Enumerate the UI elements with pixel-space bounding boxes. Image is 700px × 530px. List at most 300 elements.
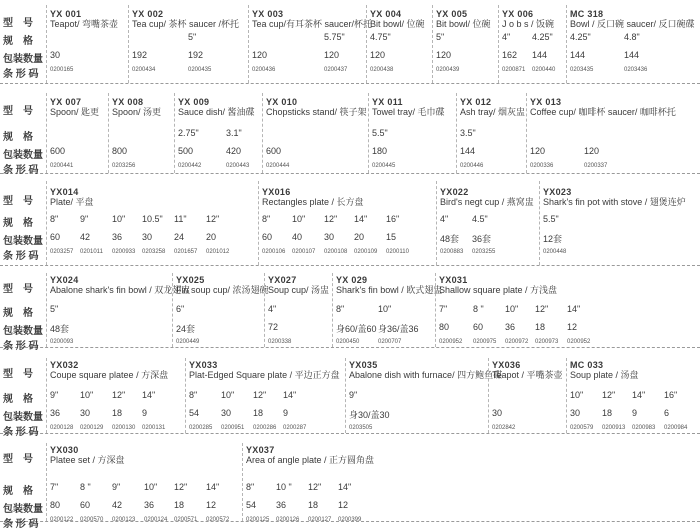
barcode-number: 0200129 [80, 425, 104, 431]
product-name: Teapot / 平嘴茶壶 [492, 370, 563, 380]
column-divider [185, 358, 186, 433]
column-divider [526, 93, 527, 173]
pack-quantity: 36套 [472, 234, 492, 244]
spec-value: 8" [246, 482, 255, 492]
pack-quantity: 12套 [543, 234, 563, 244]
pack-quantity: 30 [50, 50, 61, 60]
pack-quantity: 48套 [440, 234, 460, 244]
column-divider [264, 273, 265, 347]
barcode-number: 0200571 [174, 517, 198, 523]
product-name: J o b s / 饭碗 [502, 19, 555, 29]
spec-value: 4.8" [624, 32, 640, 42]
barcode-number: 0200127 [308, 517, 332, 523]
row-label-barcode: 条 形 码 [3, 427, 39, 438]
product-code: YX023 [543, 187, 572, 197]
column-divider [436, 181, 437, 265]
pack-quantity: 144 [460, 146, 476, 156]
product-name: Fin soup cup/ 浓汤翅碗 [176, 285, 269, 295]
row-label-pack: 包装数量 [3, 236, 43, 247]
row-label-pack: 包装数量 [3, 504, 43, 515]
barcode-number: 0200441 [50, 163, 74, 169]
spec-value: 5.5" [543, 214, 559, 224]
pack-quantity: 54 [189, 408, 200, 418]
spec-value: 10" [144, 482, 158, 492]
product-name: Abalone dish with furnace/ 四方鲍鱼碟 [349, 370, 503, 380]
barcode-number: 0200446 [460, 163, 484, 169]
column-divider [172, 273, 173, 347]
pack-quantity: 60 [262, 232, 273, 242]
spec-value: 10" [221, 390, 235, 400]
row-label-barcode: 条 形 码 [3, 69, 39, 80]
pack-quantity: 54 [246, 500, 257, 510]
spec-value: 14" [567, 304, 581, 314]
barcode-number: 0203257 [50, 249, 74, 255]
product-name: Bit bowl/ 位碗 [436, 19, 491, 29]
product-code: YX 009 [178, 97, 210, 107]
product-name: Chopsticks stand/ 筷子架 [266, 107, 367, 117]
product-name: Abalone shark's fin bowl / 双龙翅盅 [50, 285, 191, 295]
product-code: YX014 [50, 187, 79, 197]
pack-quantity: 12 [338, 500, 349, 510]
product-name: Shallow square plate / 方浅盘 [439, 285, 558, 295]
spec-value: 14" [354, 214, 368, 224]
column-divider [128, 5, 129, 83]
product-code: YX 006 [502, 9, 534, 19]
barcode-number: 0200436 [252, 67, 276, 73]
spec-value: 12" [308, 482, 322, 492]
row-label-model: 型 号 [3, 369, 33, 380]
product-code: YX030 [50, 445, 79, 455]
product-code: YX035 [349, 360, 378, 370]
column-divider [46, 443, 47, 521]
spec-value: 4" [440, 214, 449, 224]
product-name: Bowl / 反口碗 saucer/ 反口碗碟 [570, 19, 695, 29]
spec-value: 8" [262, 214, 271, 224]
column-divider [456, 93, 457, 173]
product-code: YX022 [440, 187, 469, 197]
pack-quantity: 120 [370, 50, 386, 60]
barcode-number: 0200450 [336, 339, 360, 345]
spec-value: 10.5" [142, 214, 163, 224]
row-label-spec: 规 格 [3, 394, 33, 405]
product-code: YX036 [492, 360, 521, 370]
pack-quantity: 30 [492, 408, 503, 418]
spec-value: 8" [189, 390, 198, 400]
product-name: Coupe square platee / 方深盘 [50, 370, 169, 380]
barcode-number: 0200445 [372, 163, 396, 169]
pack-quantity: 15 [386, 232, 397, 242]
spec-value: 4" [502, 32, 511, 42]
pack-quantity: 60 [50, 232, 61, 242]
pack-quantity: 20 [206, 232, 217, 242]
product-code: YX 011 [372, 97, 403, 107]
pack-quantity: 120 [530, 146, 546, 156]
pack-quantity: 18 [308, 500, 319, 510]
spec-value: 8 " [80, 482, 91, 492]
column-divider [566, 358, 567, 433]
column-divider [262, 93, 263, 173]
barcode-number: 0200984 [664, 425, 688, 431]
barcode-number: 0200449 [176, 339, 200, 345]
product-name: Teapot/ 弯嘴茶壶 [50, 19, 119, 29]
product-code: YX016 [262, 187, 291, 197]
barcode-number: 0200131 [142, 425, 166, 431]
product-code: YX 007 [50, 97, 82, 107]
barcode-number: 0200165 [50, 67, 74, 73]
barcode-number: 0200106 [262, 249, 286, 255]
row-label-barcode: 条 形 码 [3, 341, 39, 352]
pack-quantity: 36 [50, 408, 61, 418]
product-name: Bit bowl/ 位碗 [370, 19, 425, 29]
product-row-block [0, 358, 700, 438]
column-divider [498, 5, 499, 83]
spec-value: 14" [283, 390, 297, 400]
row-label-model: 型 号 [3, 284, 33, 295]
barcode-number: 0200952 [567, 339, 591, 345]
barcode-number: 0200110 [386, 249, 409, 255]
row-label-spec: 规 格 [3, 36, 33, 47]
pack-quantity: 144 [570, 50, 586, 60]
pack-quantity: 144 [624, 50, 640, 60]
pack-quantity: 9 [283, 408, 289, 418]
pack-quantity: 120 [436, 50, 452, 60]
column-divider [488, 358, 489, 433]
product-code: YX032 [50, 360, 79, 370]
spec-value: 12" [174, 482, 188, 492]
barcode-number: 0200122 [50, 517, 74, 523]
barcode-number: 0200399 [338, 517, 362, 523]
row-label-pack: 包装数量 [3, 412, 43, 423]
column-divider [539, 181, 540, 265]
barcode-number: 0200093 [50, 339, 74, 345]
spec-value: 10" [80, 390, 94, 400]
barcode-number: 0203255 [472, 249, 496, 255]
spec-value: 10" [378, 304, 392, 314]
product-name: Platee set / 方深盘 [50, 455, 125, 465]
pack-quantity: 18 [602, 408, 613, 418]
column-divider [566, 5, 567, 83]
pack-quantity: 36 [112, 232, 123, 242]
barcode-number: 0200438 [370, 67, 394, 73]
barcode-number: 0200130 [112, 425, 136, 431]
product-row-block [0, 181, 700, 266]
spec-value: 10" [505, 304, 519, 314]
spec-value: 11" [174, 214, 187, 224]
barcode-number: 0200336 [530, 163, 554, 169]
product-name: Soup plate / 汤盘 [570, 370, 639, 380]
barcode-number: 0200286 [253, 425, 277, 431]
pack-quantity: 42 [80, 232, 91, 242]
pack-quantity: 30 [221, 408, 232, 418]
column-divider [174, 93, 175, 173]
pack-quantity: 身60/盖60 [336, 324, 377, 334]
pack-quantity: 36 [276, 500, 287, 510]
spec-value: 3.5" [460, 128, 476, 138]
pack-quantity: 12 [206, 500, 217, 510]
product-name: Plate/ 平盘 [50, 197, 94, 207]
product-code: YX 001 [50, 9, 82, 19]
spec-value: 4.5" [472, 214, 488, 224]
pack-quantity: 120 [252, 50, 268, 60]
product-code: YX 002 [132, 9, 164, 19]
row-label-model: 型 号 [3, 106, 33, 117]
product-name: Area of angle plate / 正方圆角盘 [246, 455, 375, 465]
column-divider [368, 93, 369, 173]
barcode-number: 0200125 [246, 517, 270, 523]
column-divider [46, 273, 47, 347]
pack-quantity: 24 [174, 232, 185, 242]
product-name: Tea cup/有耳茶杯 saucer/杯托 [252, 19, 373, 29]
pack-quantity: 120 [584, 146, 600, 156]
pack-quantity: 30 [570, 408, 581, 418]
product-code: YX 013 [530, 97, 562, 107]
spec-value: 6" [176, 304, 185, 314]
column-divider [46, 93, 47, 173]
barcode-number: 0200440 [532, 67, 556, 73]
barcode-number: 0200443 [226, 163, 250, 169]
row-label-barcode: 条 形 码 [3, 251, 39, 262]
pack-quantity: 60 [473, 322, 484, 332]
product-code: MC 033 [570, 360, 604, 370]
barcode-number: 0200448 [543, 249, 567, 255]
spec-value: 10 " [276, 482, 292, 492]
spec-value: 10" [292, 214, 306, 224]
product-name: Sauce dish/ 酱油碟 [178, 107, 255, 117]
pack-quantity: 80 [50, 500, 61, 510]
barcode-number: 0200707 [378, 339, 402, 345]
column-divider [258, 181, 259, 265]
pack-quantity: 144 [532, 50, 548, 60]
pack-quantity: 600 [266, 146, 282, 156]
pack-quantity: 80 [439, 322, 450, 332]
barcode-number: 0200337 [584, 163, 608, 169]
product-code: MC 318 [570, 9, 604, 19]
spec-value: 4.25" [532, 32, 553, 42]
column-divider [366, 5, 367, 83]
product-code: YX031 [439, 275, 468, 285]
spec-value: 8" [336, 304, 345, 314]
product-name: Coffee cup/ 咖啡杯 saucer/ 咖啡杯托 [530, 107, 676, 117]
product-name: Shark's fin pot with stove / 翅煲连炉 [543, 197, 686, 207]
product-code: YX024 [50, 275, 79, 285]
pack-quantity: 身36/盖36 [378, 324, 419, 334]
spec-value: 7" [439, 304, 448, 314]
pack-quantity: 36 [144, 500, 155, 510]
column-divider [248, 5, 249, 83]
pack-quantity: 500 [178, 146, 194, 156]
spec-value: 8" [50, 214, 59, 224]
product-name: Tea cup/ 茶杯 saucer /杯托 [132, 19, 240, 29]
product-code: YX 005 [436, 9, 468, 19]
spec-value: 9" [112, 482, 121, 492]
spec-value: 12" [112, 390, 126, 400]
pack-quantity: 9 [142, 408, 148, 418]
barcode-number: 0200913 [602, 425, 626, 431]
row-label-pack: 包装数量 [3, 326, 43, 337]
barcode-number: 0200439 [436, 67, 460, 73]
spec-value: 9" [50, 390, 59, 400]
barcode-number: 0200338 [268, 339, 292, 345]
spec-value: 3.1" [226, 128, 242, 138]
barcode-number: 0200124 [144, 517, 168, 523]
barcode-number: 0200128 [50, 425, 74, 431]
product-code: YX033 [189, 360, 218, 370]
product-row-block [0, 443, 700, 530]
barcode-number: 0202842 [492, 425, 516, 431]
spec-value: 12" [206, 214, 220, 224]
product-name: Rectangles plate / 长方盘 [262, 197, 364, 207]
pack-quantity: 42 [112, 500, 123, 510]
pack-quantity: 身30/盖30 [349, 410, 390, 420]
barcode-number: 0200285 [189, 425, 213, 431]
barcode-number: 0200871 [502, 67, 526, 73]
product-code: YX 003 [252, 9, 284, 19]
barcode-number: 0203435 [570, 67, 594, 73]
barcode-number: 0200883 [440, 249, 464, 255]
barcode-number: 0200444 [266, 163, 290, 169]
spec-value: 8 " [473, 304, 484, 314]
product-name: Shark's fin bowl / 欧式翅盅 [336, 285, 443, 295]
pack-quantity: 72 [268, 322, 279, 332]
column-divider [345, 358, 346, 433]
spec-value: 5" [50, 304, 59, 314]
row-label-pack: 包装数量 [3, 150, 43, 161]
product-code: YX 004 [370, 9, 402, 19]
column-divider [108, 93, 109, 173]
pack-quantity: 18 [535, 322, 546, 332]
pack-quantity: 18 [112, 408, 123, 418]
spec-value: 14" [142, 390, 156, 400]
spec-value: 5" [436, 32, 445, 42]
column-divider [435, 273, 436, 347]
product-name: Plat-Edged Square plate / 平边正方盘 [189, 370, 340, 380]
spec-value: 9" [349, 390, 358, 400]
barcode-number: 0200975 [473, 339, 497, 345]
pack-quantity: 30 [142, 232, 153, 242]
spec-value: 10" [570, 390, 584, 400]
pack-quantity: 18 [253, 408, 264, 418]
barcode-number: 0201011 [80, 249, 103, 255]
barcode-number: 0201657 [174, 249, 198, 255]
pack-quantity: 60 [80, 500, 91, 510]
pack-quantity: 30 [80, 408, 91, 418]
product-code: YX 008 [112, 97, 144, 107]
row-label-spec: 规 格 [3, 308, 33, 319]
pack-quantity: 40 [292, 232, 303, 242]
pack-quantity: 800 [112, 146, 128, 156]
product-name: Spoon/ 汤更 [112, 107, 162, 117]
barcode-number: 0203505 [349, 425, 373, 431]
product-code: YX037 [246, 445, 275, 455]
spec-value: 5.75" [324, 32, 345, 42]
row-label-model: 型 号 [3, 18, 33, 29]
barcode-number: 0200107 [292, 249, 316, 255]
column-divider [46, 181, 47, 265]
product-name: Towel tray/ 毛巾碟 [372, 107, 445, 117]
column-divider [242, 443, 243, 521]
product-row-block [0, 273, 700, 352]
barcode-number: 0200123 [112, 517, 136, 523]
product-code: YX025 [176, 275, 205, 285]
spec-value: 12" [324, 214, 338, 224]
pack-quantity: 24套 [176, 324, 196, 334]
barcode-number: 0200442 [178, 163, 202, 169]
barcode-number: 0200951 [221, 425, 245, 431]
barcode-number: 0200108 [324, 249, 348, 255]
barcode-number: 0203258 [142, 249, 166, 255]
spec-value: 14" [632, 390, 646, 400]
row-label-barcode: 条 形 码 [3, 519, 39, 530]
product-code: YX 029 [336, 275, 368, 285]
spec-value: 12" [253, 390, 267, 400]
barcode-number: 0200437 [324, 67, 348, 73]
spec-value: 12" [535, 304, 549, 314]
pack-quantity: 9 [632, 408, 638, 418]
row-label-spec: 规 格 [3, 486, 33, 497]
product-name: Ash tray/ 烟灰盅 [460, 107, 526, 117]
pack-quantity: 120 [324, 50, 340, 60]
pack-quantity: 6 [664, 408, 670, 418]
product-code: YX 012 [460, 97, 492, 107]
barcode-number: 0200570 [80, 517, 104, 523]
pack-quantity: 30 [324, 232, 335, 242]
pack-quantity: 420 [226, 146, 242, 156]
barcode-number: 0200972 [505, 339, 529, 345]
pack-quantity: 162 [502, 50, 518, 60]
product-row-block [0, 93, 700, 174]
pack-quantity: 192 [132, 50, 148, 60]
spec-value: 5.5" [372, 128, 388, 138]
product-name: Spoon/ 匙更 [50, 107, 100, 117]
pack-quantity: 20 [354, 232, 365, 242]
barcode-number: 0200973 [535, 339, 559, 345]
barcode-number: 0201012 [206, 249, 230, 255]
pack-quantity: 36 [505, 322, 516, 332]
spec-value: 2.75" [178, 128, 199, 138]
spec-value: 16" [386, 214, 400, 224]
product-name: Bird's negt cup / 燕窝盅 [440, 197, 534, 207]
spec-value: 7" [50, 482, 59, 492]
row-label-spec: 规 格 [3, 218, 33, 229]
column-divider [432, 5, 433, 83]
product-name: Soup cup/ 汤盅 [268, 285, 330, 295]
spec-value: 14" [206, 482, 220, 492]
barcode-number: 0200572 [206, 517, 230, 523]
row-label-model: 型 号 [3, 454, 33, 465]
row-label-model: 型 号 [3, 196, 33, 207]
barcode-number: 0200579 [570, 425, 594, 431]
barcode-number: 0200109 [354, 249, 378, 255]
pack-quantity: 600 [50, 146, 66, 156]
spec-value: 12" [602, 390, 616, 400]
barcode-number: 0200933 [112, 249, 136, 255]
barcode-number: 0200983 [632, 425, 656, 431]
spec-value: 4.75" [370, 32, 391, 42]
column-divider [46, 358, 47, 433]
column-divider [46, 5, 47, 83]
row-label-barcode: 条 形 码 [3, 165, 39, 176]
barcode-number: 0200287 [283, 425, 307, 431]
column-divider [332, 273, 333, 347]
barcode-number: 0200435 [188, 67, 212, 73]
row-label-pack: 包装数量 [3, 54, 43, 65]
barcode-number: 0200126 [276, 517, 300, 523]
pack-quantity: 18 [174, 500, 185, 510]
product-row-block [0, 5, 700, 84]
row-label-spec: 规 格 [3, 132, 33, 143]
product-code: YX027 [268, 275, 297, 285]
spec-value: 5" [188, 32, 197, 42]
